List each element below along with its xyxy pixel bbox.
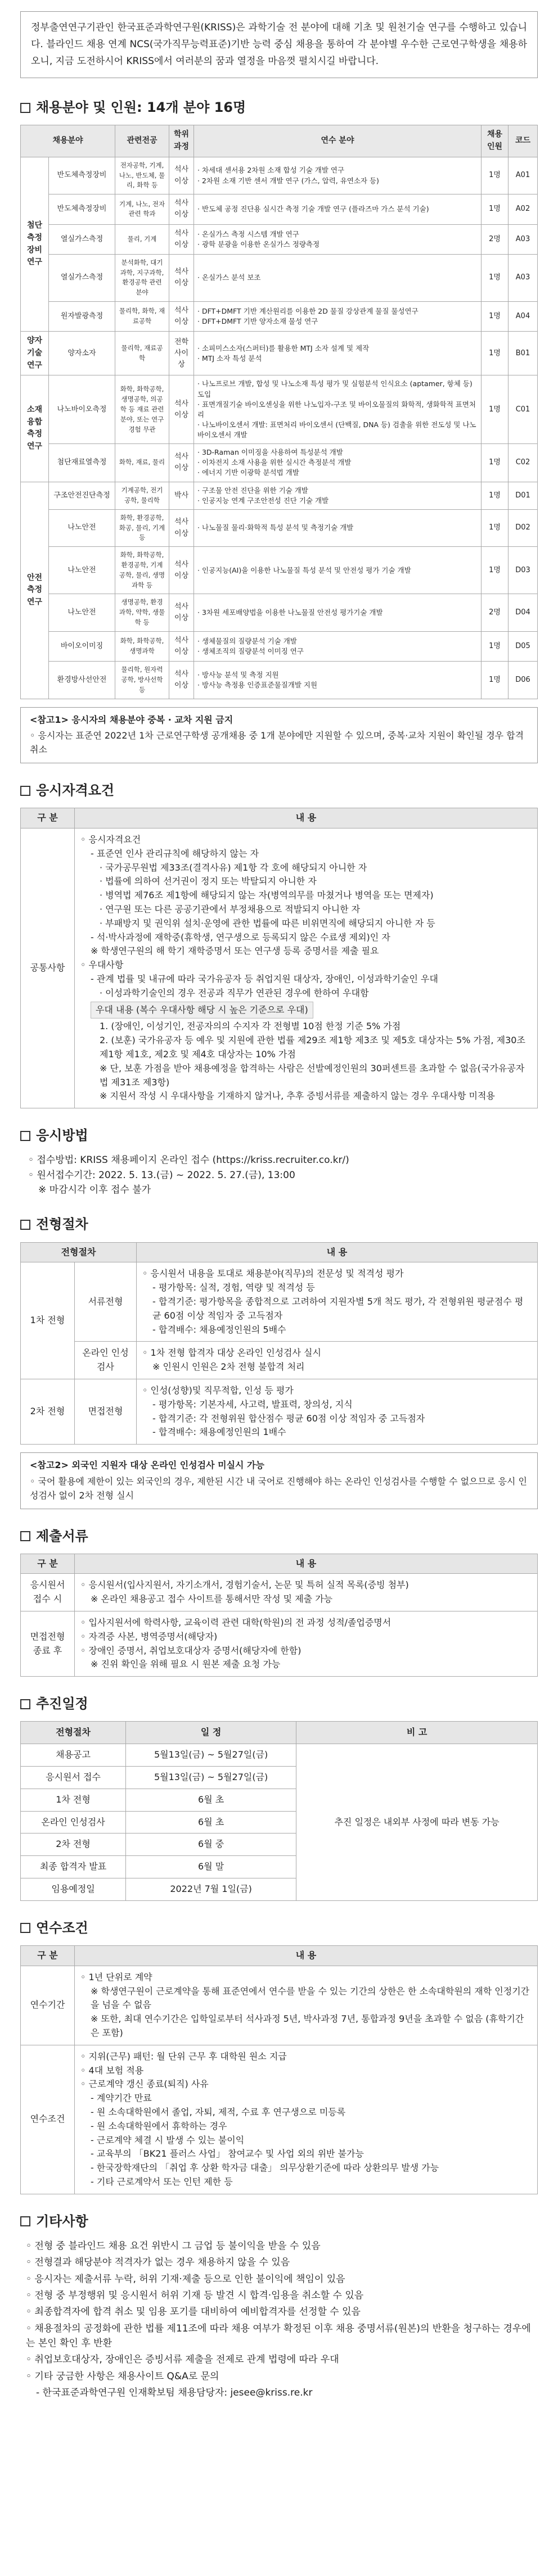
table-row: [21, 224, 538, 254]
qualification-line: [80, 1000, 532, 1020]
job-field: 반도체측정장비: [49, 194, 115, 224]
schedule-step: 1차 전형: [21, 1789, 126, 1811]
schedule-step: 2차 전형: [21, 1833, 126, 1856]
job-major: 전자공학, 기계, 나노, 반도체, 물리, 화학 등: [115, 157, 169, 194]
job-duty: [194, 224, 482, 254]
job-duty-line: · 나노물질 물리·화학적 특성 분석 및 측정기술 개발: [197, 523, 354, 532]
misc-content: [20, 2239, 538, 2400]
documents-content: [75, 1611, 538, 1677]
note-2-title: <참고2> 외국인 지원자 대상 온라인 인성검사 미실시 가능: [30, 1460, 264, 1471]
job-count: 1명: [482, 482, 508, 509]
table-row: [21, 157, 538, 194]
selection-stage-name: 온라인 인성검사: [75, 1342, 137, 1379]
job-degree: 석사이상: [169, 631, 194, 661]
conditions-line: ※ 학생연구원이 근로계약을 통해 표준연에서 연수를 받을 수 있는 기간의 상한은 한 소속대학원의 재학 인정기간을 넘을 수 없음: [91, 1985, 530, 2011]
section-jobs-title: [20, 97, 538, 118]
job-duty-line: · 3D-Raman 이미징을 사용하여 특성분석 개발: [197, 448, 343, 457]
job-duty-line: · 방사능 측정용 인증표준물질개발 지원: [197, 680, 318, 689]
section-selection-title-text: 전형절차: [36, 1216, 88, 1233]
job-count: 1명: [482, 444, 508, 482]
job-code: B01: [508, 332, 538, 375]
conditions-table-body: [21, 1966, 538, 2194]
job-degree: 박사: [169, 482, 194, 509]
apply-period: ◦ 원서접수기간: 2022. 5. 13.(금) ~ 2022. 5. 27.(금), 13:00: [28, 1169, 295, 1181]
job-count: 1명: [482, 194, 508, 224]
table-row: [21, 1611, 538, 1677]
documents-table: [20, 1554, 538, 1677]
conditions-table: [20, 1945, 538, 2194]
job-duty-line: · 표면개질기술 바이오센싱을 위한 나노입자-구조 및 바이오물질의 화학적, 생화학적 표면처리: [197, 400, 476, 419]
job-duty-line: · 인공지능(AI)을 이용한 나노물질 특성 분석 및 안전성 평가 기술 개발: [197, 565, 411, 574]
table-row: [21, 254, 538, 301]
job-duty-line: · 방사능 분석 및 측정 지원: [197, 670, 279, 679]
job-duty-line: · 2차원 소재 기반 센서 개발 연구 (가스, 압력, 유연소자 등): [197, 176, 379, 185]
preference-highlight: 우대 내용 (복수 우대사항 해당 시 높은 기준으로 우대): [91, 1002, 313, 1019]
selection-stage-name: 서류전형: [75, 1262, 137, 1342]
documents-line: ◦ 장애인 증명서, 취업보호대상자 증명서(해당자에 한함): [80, 1645, 302, 1656]
job-major: 물리, 기계: [115, 224, 169, 254]
selection-table-body: [21, 1262, 538, 1445]
job-degree: 석사이상: [169, 444, 194, 482]
note-box-1: [20, 707, 538, 763]
job-duty-line: · 온실가스 측정 시스템 개발 연구: [197, 229, 299, 238]
square-bullet-icon: [20, 1131, 30, 1141]
note-1-body: ◦ 응시자는 표준연 2022년 1차 근로연구학생 공개채용 중 1개 분야에만 지원할 수 있으며, 중복·교차 지원이 확인될 경우 합격 취소: [30, 730, 524, 755]
job-code: D05: [508, 631, 538, 661]
intro-text: 정부출연연구기관인 한국표준과학연구원(KRISS)은 과학기술 전 분야에 대해 기초 및 원천기술 연구를 수행하고 있습니다. 블라인드 채용 연계 NCS(국가직무능력표준)기반 능력 중심 채용을 통하여 각 분야별 우수한 근로연구학생을 채용하오니, 지금 도전하시어 KRISS에서 여러분의 꿈과 열정을 마음껏 펼치시길 바랍니다.: [31, 22, 527, 67]
job-duty: [194, 332, 482, 375]
square-bullet-icon: [20, 1531, 30, 1541]
qualification-label: 공통사항: [21, 829, 75, 1108]
qualification-header-category: 구 분: [21, 808, 75, 829]
qualification-line: ※ 학생연구원의 해 학기 재학증명서 또는 연구생 등록 증명서를 제출 필요: [91, 945, 379, 957]
job-duty: [194, 302, 482, 332]
qualification-line: ※ 단, 보훈 가점을 받아 채용예정을 합격하는 사람은 선발예정인원의 30퍼센트를 초과할 수 없음(국가유공자법 제31조 제3항): [100, 1062, 525, 1088]
job-degree: 석사이상: [169, 157, 194, 194]
selection-line: ◦ 응시원서 내용을 토대로 채용분야(직무)의 전문성 및 적격성 평가: [142, 1268, 404, 1279]
selection-stage-label: 2차 전형: [21, 1379, 75, 1444]
table-row: [21, 1574, 538, 1611]
job-duty-line: · 차세대 센서용 2차원 소재 합성 기술 개발 연구: [197, 166, 345, 175]
job-duty: [194, 194, 482, 224]
selection-line: - 합격배수: 채용예정인원의 5배수: [152, 1324, 286, 1335]
selection-table: [20, 1242, 538, 1445]
schedule-step: 임용예정일: [21, 1878, 126, 1901]
documents-line: ◦ 응시원서(입사지원서, 자기소개서, 경험기술서, 논문 및 특허 실적 목록(증빙 첨부): [80, 1579, 409, 1591]
schedule-date: 6월 중: [126, 1833, 296, 1856]
table-row: [21, 1262, 538, 1342]
misc-line: - 한국표준과학연구원 인재확보팀 채용담당자: jesee@kriss.re.kr: [36, 2387, 313, 2399]
intro-box: [20, 11, 538, 78]
section-jobs-title-text: 채용분야 및 인원: 14개 분야 16명: [36, 99, 246, 116]
qualification-line: · 법률에 의하여 선거권이 정지 또는 박탈되지 아니한 자: [100, 876, 317, 887]
table-row: [21, 302, 538, 332]
selection-stage-content: [137, 1262, 538, 1342]
apply-content: [20, 1153, 538, 1197]
table-row: [21, 2045, 538, 2194]
job-major: 화학, 환경공학, 화공, 물리, 기계 등: [115, 509, 169, 546]
job-degree: 석사이상: [169, 594, 194, 631]
job-duty: [194, 444, 482, 482]
section-misc-title-text: 기타사항: [36, 2213, 88, 2229]
table-row: [21, 631, 538, 661]
qualification-line: 1. (장애인, 이성기인, 전공자의의 수지자 각 전형별 10점 한정 기준 5% 가점: [100, 1021, 401, 1032]
conditions-line: ◦ 근로계약 갱신 종료(퇴직) 사유: [80, 2079, 209, 2090]
selection-stage-label: 1차 전형: [21, 1262, 75, 1379]
qualification-line: · 연구원 또는 다른 공공기관에서 부정채용으로 적발되지 아니한 자: [100, 903, 361, 914]
job-major: 화학, 화학공학, 생명공학, 의공학 등 재료 관련 분야, 또는 연구 경험 무관: [115, 375, 169, 444]
job-field: 원자발광측정: [49, 302, 115, 332]
qualification-header-content: 내 용: [75, 808, 538, 829]
job-code: D02: [508, 509, 538, 546]
job-area: 첨단측정장비연구: [21, 157, 49, 332]
job-duty-line: · 이차전지 소재 사용을 위한 실시간 측정분석 개발: [197, 458, 352, 467]
qualification-line: ※ 지원서 작성 시 우대사항을 기재하지 않거나, 추후 증빙서류를 제출하지 않는 경우 우대사항 미적용: [100, 1090, 495, 1102]
job-major: 화학, 재료, 물리: [115, 444, 169, 482]
job-field: 열실가스측정: [49, 254, 115, 301]
schedule-date: 2022년 7월 1일(금): [126, 1878, 296, 1901]
job-duty-line: · 에너지 기반 이광학 분석법 개발: [197, 468, 299, 477]
table-row: [21, 594, 538, 631]
job-major: 분석화학, 대기과학, 지구과학, 환경공학 관련 분야: [115, 254, 169, 301]
job-count: 1명: [482, 662, 508, 699]
conditions-line: - 원 소속대학원에서 휴학하는 경우: [91, 2120, 227, 2131]
job-code: A03: [508, 254, 538, 301]
job-field: 나노안전: [49, 547, 115, 594]
jobs-header-cell: 코드: [508, 125, 538, 157]
job-degree: 석사이상: [169, 509, 194, 546]
job-count: 1명: [482, 302, 508, 332]
conditions-label: 연수조건: [21, 2045, 75, 2194]
selection-header-step: 전형절차: [21, 1242, 137, 1262]
job-duty-line: · 광학 분광을 이용한 온실가스 정량측정: [197, 239, 320, 248]
section-misc-title: [20, 2211, 538, 2232]
job-count: 1명: [482, 375, 508, 444]
schedule-header-date: 일 정: [126, 1722, 296, 1744]
square-bullet-icon: [20, 786, 30, 796]
job-duty: [194, 482, 482, 509]
jobs-header-cell: 학위과정: [169, 125, 194, 157]
job-count: 2명: [482, 594, 508, 631]
jobs-header-cell: 연수 분야: [194, 125, 482, 157]
job-count: 1명: [482, 509, 508, 546]
table-row: [21, 444, 538, 482]
conditions-line: ◦ 4대 보험 적용: [80, 2065, 144, 2076]
selection-header-content: 내 용: [137, 1242, 538, 1262]
square-bullet-icon: [20, 103, 30, 113]
qualification-line: - 관계 법률 및 내규에 따라 국가유공자 등 취업지원 대상자, 장애인, 이성과학기술인 우대: [91, 973, 438, 984]
job-degree: 석사이상: [169, 302, 194, 332]
conditions-line: - 한국장학재단의 「취업 후 상환 학자금 대출」 의무상환기준에 따라 상환의무 발생 가능: [91, 2162, 439, 2174]
conditions-header-content: 내 용: [75, 1946, 538, 1966]
selection-line: ◦ 인성(성향)및 직무적합, 인성 등 평가: [142, 1384, 294, 1396]
jobs-table-body: [21, 157, 538, 699]
schedule-remark: 추진 일정은 내외부 사정에 따라 변동 가능: [296, 1744, 538, 1901]
misc-line: ◦ 채용절차의 공정화에 관한 법률 제11조에 따라 채용 여부가 확정된 이후 채용 중명서류(원본)의 반환을 청구하는 경우에는 본인 확인 후 반환: [26, 2323, 531, 2349]
conditions-line: - 계약기간 만료: [91, 2093, 152, 2104]
schedule-table-body: [21, 1744, 538, 1901]
qualification-line: · 병역법 제76조 제1항에 해당되지 않는 자(병역의무를 마쳤거나 병역을 또는 면제자): [100, 890, 434, 901]
job-count: 1명: [482, 631, 508, 661]
section-conditions-title-text: 연수조건: [36, 1919, 88, 1936]
qualification-line: ◦ 우대사항: [80, 959, 124, 971]
schedule-table: [20, 1721, 538, 1900]
job-major: 물리학, 원자력공학, 방사선학 등: [115, 662, 169, 699]
jobs-table-header: [21, 125, 538, 157]
square-bullet-icon: [20, 1699, 30, 1709]
conditions-line: ※ 또한, 최대 연수기간은 입학일로부터 석사과정 5년, 박사과정 7년, 통합과정 9년을 초과할 수 없음 (휴학기간은 포함): [91, 2013, 524, 2038]
schedule-step: 응시원서 접수: [21, 1767, 126, 1789]
job-count: 1명: [482, 157, 508, 194]
job-major: 화학, 화학공학, 생명과학: [115, 631, 169, 661]
job-duty-line: · 3차원 세포배양법을 이용한 나노물질 안전성 평가기술 개발: [197, 608, 383, 617]
job-code: D06: [508, 662, 538, 699]
schedule-step: 채용공고: [21, 1744, 126, 1767]
selection-line: - 합격배수: 채용예정인원의 1배수: [152, 1427, 286, 1438]
job-field: 양자소자: [49, 332, 115, 375]
job-area: 양자기술연구: [21, 332, 49, 375]
square-bullet-icon: [20, 1220, 30, 1230]
conditions-line: - 교육부의 「BK21 플러스 사업」 참여교수 및 사업 외의 위반 불가능: [91, 2148, 364, 2160]
documents-label: 응시원서 접수 시: [21, 1574, 75, 1611]
note-box-2: [20, 1452, 538, 1509]
job-field: 열실가스측정: [49, 224, 115, 254]
table-row: [21, 662, 538, 699]
job-code: A01: [508, 157, 538, 194]
table-row: [21, 332, 538, 375]
qualification-line: - 표준연 인사 관리규칙에 해당하지 않는 자: [91, 848, 259, 859]
job-duty: [194, 254, 482, 301]
section-apply-title: [20, 1125, 538, 1146]
job-duty: [194, 375, 482, 444]
conditions-line: - 기타 근로계약서 또는 인턴 제한 등: [91, 2176, 233, 2187]
documents-header-category: 구 분: [21, 1554, 75, 1574]
schedule-step: 최종 합격자 발표: [21, 1856, 126, 1878]
job-duty-line: · 나노바이오센서 개발: 표면처리 바이오센서 (단백질, DNA 등) 검출을 위한 전도성 및 나노바이오센서 개발: [197, 420, 476, 440]
documents-label: 면접전형 종료 후: [21, 1611, 75, 1677]
job-code: D04: [508, 594, 538, 631]
job-field: 나노안전: [49, 509, 115, 546]
documents-line: ※ 진위 확인을 위해 필요 시 원본 제출 요청 가능: [91, 1659, 281, 1670]
qualification-line: ◦ 응시자격요건: [80, 834, 141, 845]
selection-line: - 합격기준: 각 전형위원 합산점수 평균 60점 이상 적임자 중 고득점자: [152, 1413, 425, 1424]
job-duty: [194, 157, 482, 194]
note-2-body: ◦ 국어 활용에 제한이 있는 외국인의 경우, 제한된 시간 내 국어로 진행해야 하는 온라인 인성검사를 수행할 수 없으므로 응시 인성검사 없이 2차 전형 실시: [30, 1475, 527, 1501]
conditions-content: [75, 1966, 538, 2045]
job-duty: [194, 662, 482, 699]
job-count: 1명: [482, 547, 508, 594]
job-duty-line: · DFT+DMFT 기반 계산원리를 이용한 2D 물질 강상관계 물질 물성연구: [197, 307, 418, 316]
jobs-table: [20, 125, 538, 699]
schedule-date: 5월13일(금) ~ 5월27일(금): [126, 1744, 296, 1767]
conditions-line: - 원 소속대학원에서 졸업, 자퇴, 제적, 수료 후 연구생으로 미등록: [91, 2106, 346, 2117]
selection-line: - 평가항목: 기본자세, 사고력, 발표력, 창의성, 지식: [152, 1398, 353, 1410]
jobs-header-cell: 채용인원: [482, 125, 508, 157]
job-degree: 전학사이상: [169, 332, 194, 375]
job-field: 첨단재료열측정: [49, 444, 115, 482]
selection-line: - 평가항목: 실적, 경험, 역량 및 적격성 등: [152, 1282, 315, 1293]
documents-table-body: [21, 1574, 538, 1677]
qualification-line: 2. (보훈) 국가유공자 등 예우 및 지원에 관한 법률 제29조 제1항 제3조 및 제5호 대상자는 5% 가점, 제30조 제1항 제1호, 제2호 및 제4호 대상자는 10% 가점: [100, 1035, 525, 1060]
job-duty-line: · MTJ 소자 특성 분석: [197, 354, 262, 363]
schedule-step: 온라인 인성검사: [21, 1811, 126, 1833]
job-field: 나노바이오측정: [49, 375, 115, 444]
selection-line: - 합격기준: 평가항목을 종합적으로 고려하여 지원자별 5개 척도 평가, 각 전형위원 평균점수 평균 60점 이상 적임자 중 고득점자: [152, 1296, 524, 1321]
section-schedule-title: [20, 1694, 538, 1714]
job-major: 생명공학, 환경과학, 약학, 생물학 등: [115, 594, 169, 631]
job-duty: [194, 594, 482, 631]
square-bullet-icon: [20, 1923, 30, 1933]
conditions-label: 연수기간: [21, 1966, 75, 2045]
table-row: [21, 482, 538, 509]
job-count: 2명: [482, 224, 508, 254]
qualification-line: · 이성과학기술인의 경우 전공과 직무가 연관된 경우에 한하여 우대함: [100, 987, 369, 998]
job-duty: [194, 631, 482, 661]
misc-line: ◦ 전형 중 부정행위 및 응시원서 허위 기재 등 발견 시 합격·임용을 취소할 수 있음: [26, 2289, 364, 2301]
selection-stage-name: 면접전형: [75, 1379, 137, 1444]
section-schedule-title-text: 추진일정: [36, 1696, 88, 1712]
section-qualification-title-text: 응시자격요건: [36, 782, 115, 799]
qualification-line: - 석·박사과정에 재학중(휴학생, 연구생으로 등록되지 않은 수료생 제외)인 자: [91, 931, 390, 943]
job-count: 1명: [482, 254, 508, 301]
schedule-header-remark: 비 고: [296, 1722, 538, 1744]
job-count: 1명: [482, 332, 508, 375]
documents-content: [75, 1574, 538, 1611]
apply-deadline-note: ※ 마감시각 이후 접수 불가: [38, 1184, 151, 1196]
misc-line: ◦ 응시자는 제출서류 누락, 허위 기재·제출 등으로 인한 불이익에 책임이 있음: [26, 2273, 345, 2285]
square-bullet-icon: [20, 2216, 30, 2226]
job-degree: 석사이상: [169, 375, 194, 444]
job-duty-line: · 생체물질의 질량분석 기술 개발: [197, 636, 297, 645]
qualification-line: · 국가공무원법 제33조(결격사유) 제1항 각 호에 해당되지 아니한 자: [100, 862, 367, 873]
job-degree: 석사이상: [169, 547, 194, 594]
section-apply-title-text: 응시방법: [36, 1128, 88, 1144]
documents-line: ◦ 입사지원서에 학력사항, 교육이력 관련 대학(학원)의 전 과정 성적/졸업증명서: [80, 1617, 392, 1628]
job-duty-line: · DFT+DMFT 기반 양자소재 물성 연구: [197, 317, 318, 326]
misc-line: ◦ 전형 중 블라인드 채용 요건 위반시 그 금업 등 불이익을 받을 수 있음: [26, 2240, 321, 2252]
table-row: [21, 1379, 538, 1444]
table-row: [21, 1966, 538, 2045]
job-major: 기계, 나노, 전자 관련 학과: [115, 194, 169, 224]
qualification-line: · 부패방지 및 권익위 설치·운영에 관한 법률에 따른 비위면직에 해당되지 아니한 자 등: [100, 917, 435, 929]
selection-stage-content: [137, 1342, 538, 1379]
job-field: 나노안전: [49, 594, 115, 631]
section-conditions-title: [20, 1918, 538, 1939]
misc-line: ◦ 전형결과 해당분야 적격자가 없는 경우 채용하지 않을 수 있음: [26, 2257, 290, 2269]
jobs-header-cell: 채용분야: [21, 125, 115, 157]
job-degree: 석사이상: [169, 662, 194, 699]
job-duty: [194, 509, 482, 546]
conditions-header-category: 구 분: [21, 1946, 75, 1966]
documents-line: ※ 온라인 채용공고 접수 사이트를 통해서만 작성 및 제출 가능: [91, 1593, 333, 1605]
schedule-date: 6월 말: [126, 1856, 296, 1878]
job-duty-line: · 구조물 안전 진단을 위한 기술 개발: [197, 486, 308, 495]
job-code: A04: [508, 302, 538, 332]
table-row: [21, 509, 538, 546]
table-row: [21, 547, 538, 594]
apply-method: ◦ 접수방법: KRISS 채용페이지 온라인 접수 (https://kriss.recruiter.co.kr/): [28, 1155, 349, 1166]
job-duty-line: · 소피미스소자(스퍼터)를 활용한 MTJ 소자 설계 및 제작: [197, 343, 370, 352]
job-area: 소재융합측정연구: [21, 375, 49, 482]
job-code: D01: [508, 482, 538, 509]
job-major: 기계공학, 전기공학, 물리학: [115, 482, 169, 509]
table-row: [21, 194, 538, 224]
job-code: A02: [508, 194, 538, 224]
section-documents-title: [20, 1526, 538, 1547]
job-code: D03: [508, 547, 538, 594]
job-field: 바이오이미징: [49, 631, 115, 661]
job-area: 안전측정연구: [21, 482, 49, 699]
selection-line: ※ 인원시 인원은 2차 전형 불합격 처리: [152, 1361, 305, 1373]
selection-line: ◦ 1차 전형 합격자 대상 온라인 인성검사 실시: [142, 1347, 321, 1359]
schedule-header-step: 전형절차: [21, 1722, 126, 1744]
job-code: C02: [508, 444, 538, 482]
job-duty: [194, 547, 482, 594]
table-row: [21, 1342, 538, 1379]
documents-line: ◦ 자격증 사본, 병역증명서(해당자): [80, 1631, 218, 1642]
conditions-content: [75, 2045, 538, 2194]
job-field: 반도체측정장비: [49, 157, 115, 194]
job-field: 환경방사선안전: [49, 662, 115, 699]
job-code: C01: [508, 375, 538, 444]
job-duty-line: · 생체조직의 질량분석 이미징 연구: [197, 647, 304, 656]
conditions-line: - 근로계약 체결 시 발생 수 있는 불이익: [91, 2134, 245, 2145]
conditions-line: ◦ 지위(근무) 패턴: 월 단위 근무 후 대학원 원소 지급: [80, 2050, 287, 2062]
section-documents-title-text: 제출서류: [36, 1528, 88, 1544]
documents-header-content: 내 용: [75, 1554, 538, 1574]
job-field: 구조안전진단측정: [49, 482, 115, 509]
job-degree: 석사이상: [169, 224, 194, 254]
jobs-header-cell: 관련전공: [115, 125, 169, 157]
job-duty-line: · 온실가스 분석 보조: [197, 273, 261, 282]
section-qualification-title: [20, 780, 538, 801]
schedule-date: 5월13일(금) ~ 5월27일(금): [126, 1767, 296, 1789]
misc-line: ◦ 기타 궁금한 사항은 채용사이트 Q&A로 문의: [26, 2370, 219, 2382]
misc-line: ◦ 취업보호대상자, 장애인은 증빙서류 제출을 전제로 관계 법령에 따라 우대: [26, 2354, 339, 2366]
job-major: 물리학, 화학, 재료공학: [115, 302, 169, 332]
note-1-title: <참고1> 응시자의 채용분야 중복 · 교차 지원 금지: [30, 714, 233, 725]
job-duty-line: · 반도체 공정 진단용 실시간 측정 기술 개발 연구 (플라즈마 가스 분석 기술): [197, 205, 429, 214]
job-degree: 석사이상: [169, 194, 194, 224]
table-row: [21, 375, 538, 444]
qualification-content: [75, 829, 538, 1108]
qualification-table: [20, 808, 538, 1108]
job-duty-line: · 인공지능 연계 구조안전성 진단 기술 개발: [197, 496, 329, 505]
job-major: 화학, 화학공학, 환경공학, 기계공학, 물리, 생명과학 등: [115, 547, 169, 594]
job-degree: 석사이상: [169, 254, 194, 301]
schedule-date: 6월 초: [126, 1811, 296, 1833]
job-major: 물리학, 재료공학: [115, 332, 169, 375]
job-code: A03: [508, 224, 538, 254]
section-selection-title: [20, 1214, 538, 1235]
selection-stage-content: [137, 1379, 538, 1444]
conditions-line: ◦ 1년 단위로 계약: [80, 1971, 152, 1982]
table-row: [21, 1744, 538, 1767]
schedule-date: 6월 초: [126, 1789, 296, 1811]
misc-line: ◦ 최종합격자에 합격 취소 및 임용 포기를 대비하여 예비합격자를 선정할 수 있음: [26, 2306, 361, 2318]
job-duty-line: · 나노프로브 개발, 합성 및 나노소재 특성 평가 및 실험분석 인식요소 (aptamer, 항체 등) 도입: [197, 379, 472, 399]
